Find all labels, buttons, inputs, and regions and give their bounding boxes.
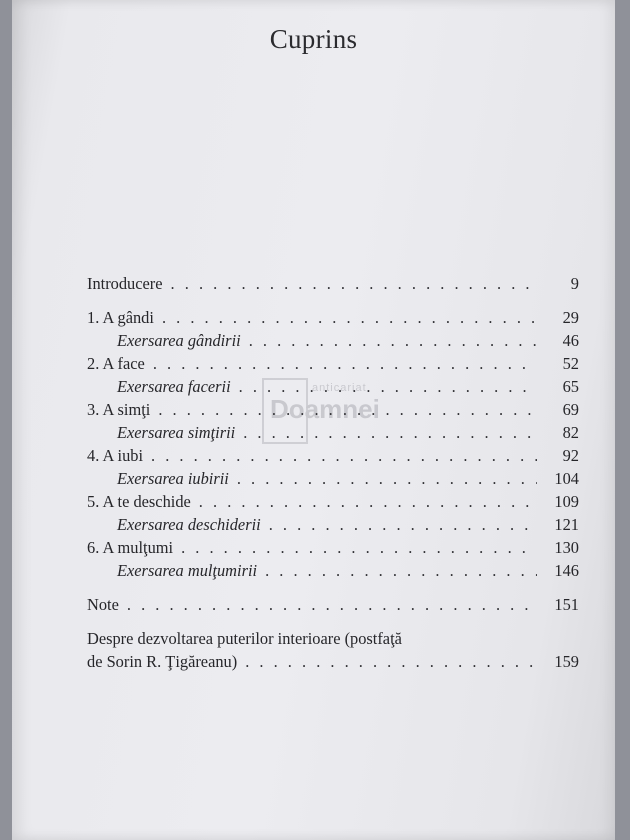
toc-row bbox=[87, 421, 579, 444]
toc-label: Exersarea mulţumirii bbox=[117, 561, 258, 580]
toc-label: Exersarea deschiderii bbox=[117, 515, 261, 534]
toc-leader-dots bbox=[245, 650, 537, 673]
toc-row bbox=[87, 650, 579, 673]
toc-page-number: 69 bbox=[562, 400, 579, 419]
toc-label-line2: de Sorin R. Ţigăreanu) bbox=[87, 652, 238, 671]
toc-label: Exersarea iubirii bbox=[117, 469, 229, 488]
book-page bbox=[12, 0, 615, 840]
toc-page-number: 82 bbox=[562, 423, 579, 442]
toc-leader-dots bbox=[151, 444, 537, 467]
toc-row bbox=[87, 272, 579, 295]
toc-leader-dots bbox=[243, 421, 537, 444]
toc-page-number: 92 bbox=[562, 446, 579, 465]
toc-row bbox=[87, 329, 579, 352]
toc-page-number: 121 bbox=[554, 515, 579, 534]
toc-leader-dots bbox=[171, 272, 537, 295]
watermark-top-text: anticariat bbox=[312, 382, 367, 394]
toc-page-number: 46 bbox=[562, 331, 579, 350]
toc-label: Introducere bbox=[87, 274, 163, 293]
toc-page-number: 52 bbox=[562, 354, 579, 373]
toc-page-number: 65 bbox=[562, 377, 579, 396]
toc-leader-dots bbox=[127, 593, 537, 616]
toc-page-number: 109 bbox=[554, 492, 579, 511]
toc-leader-dots bbox=[158, 398, 537, 421]
toc-row bbox=[87, 444, 579, 467]
toc-row bbox=[87, 559, 579, 582]
toc-label: 6. A mulţumi bbox=[87, 538, 174, 557]
toc-label: Exersarea facerii bbox=[117, 377, 231, 396]
toc-leader-dots bbox=[162, 306, 537, 329]
toc-label: 3. A simţi bbox=[87, 400, 151, 419]
toc-row bbox=[87, 398, 579, 421]
toc-label: 2. A face bbox=[87, 354, 145, 373]
toc-leader-dots bbox=[269, 513, 537, 536]
toc-label: Note bbox=[87, 595, 119, 614]
toc-leader-dots bbox=[199, 490, 537, 513]
toc-leader-dots bbox=[265, 559, 537, 582]
toc-page-number: 159 bbox=[554, 652, 579, 671]
table-of-contents bbox=[87, 272, 579, 673]
toc-label: 5. A te deschide bbox=[87, 492, 191, 511]
toc-row bbox=[87, 467, 579, 490]
toc-label: Exersarea simţirii bbox=[117, 423, 236, 442]
toc-page-number: 146 bbox=[554, 561, 579, 580]
toc-leader-dots bbox=[249, 329, 537, 352]
toc-row bbox=[87, 490, 579, 513]
toc-row bbox=[87, 352, 579, 375]
page-title: Cuprins bbox=[269, 24, 358, 54]
toc-label: 1. A gândi bbox=[87, 308, 154, 327]
toc-leader-dots bbox=[181, 536, 537, 559]
toc-label-line1: Despre dezvoltarea puterilor interioare (postfaţă bbox=[87, 629, 402, 648]
toc-leader-dots bbox=[153, 352, 537, 375]
toc-label: Exersarea gândirii bbox=[117, 331, 241, 350]
toc-row bbox=[87, 513, 579, 536]
toc-label: 4. A iubi bbox=[87, 446, 144, 465]
toc-row bbox=[87, 593, 579, 616]
toc-row bbox=[87, 306, 579, 329]
watermark-main-text: Doamnei bbox=[270, 394, 380, 424]
toc-page-number: 130 bbox=[554, 538, 579, 557]
toc-page-number: 104 bbox=[554, 469, 579, 488]
toc-row bbox=[87, 375, 579, 398]
toc-leader-dots bbox=[239, 375, 537, 398]
toc-row-multiline bbox=[87, 627, 579, 673]
toc-leader-dots bbox=[237, 467, 537, 490]
toc-row bbox=[87, 536, 579, 559]
toc-page-number: 29 bbox=[562, 308, 579, 327]
toc-page-number: 9 bbox=[570, 274, 579, 293]
toc-page-number: 151 bbox=[554, 595, 579, 614]
